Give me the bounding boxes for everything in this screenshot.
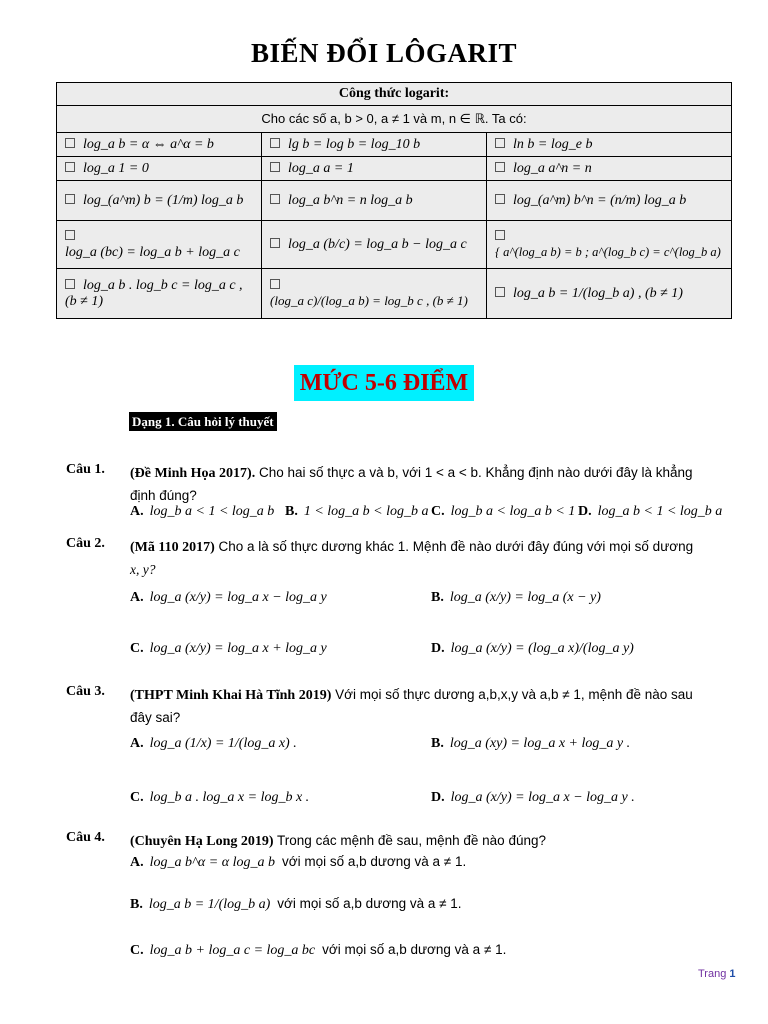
- option-text: log_a (1/x) = 1/(log_a x) .: [149, 736, 297, 751]
- question-1: [66, 462, 742, 507]
- question-3: [66, 684, 742, 729]
- formula-text: log_a b . log_b c = log_a c , (b ≠ 1): [65, 277, 243, 309]
- question-2: [66, 536, 742, 581]
- option-text: log_a b^α = α log_a b: [149, 855, 275, 870]
- option-key: C.: [130, 790, 144, 805]
- formula-cell: [262, 221, 487, 269]
- formula-cell: [262, 133, 487, 157]
- option-text: log_b a < log_a b < 1: [450, 504, 576, 519]
- checkbox-glyph-icon: [270, 238, 280, 248]
- option-text: log_a (x/y) = log_a (x − y): [449, 590, 601, 605]
- answer-option[interactable]: [285, 504, 429, 520]
- formula-text: log_a (bc) = log_a b + log_a c: [65, 244, 240, 260]
- question-source: (Chuyên Hạ Long 2019): [130, 834, 274, 849]
- checkbox-glyph-icon: [65, 194, 75, 204]
- option-key: D.: [431, 790, 445, 805]
- checkbox-glyph-icon: [270, 194, 280, 204]
- question-label: Câu 2.: [66, 536, 105, 551]
- option-text: log_a (xy) = log_a x + log_a y .: [449, 736, 631, 751]
- answer-option[interactable]: [431, 790, 635, 806]
- question-text: [130, 462, 742, 507]
- option-note: với mọi số a,b dương và a ≠ 1.: [281, 854, 467, 869]
- formula-cell: [262, 181, 487, 221]
- table-header-title: Công thức logarit:: [338, 86, 450, 101]
- option-text: log_a (x/y) = log_a x − log_a y .: [450, 790, 635, 805]
- option-key: B.: [130, 897, 143, 912]
- option-text: 1 < log_a b < log_b a: [303, 504, 429, 519]
- formula-cell: [57, 269, 262, 319]
- question-label: Câu 3.: [66, 684, 105, 699]
- formula-text: log_a a = 1: [288, 160, 354, 176]
- formula-text: log_a b = α ⇔ a^α = b: [83, 136, 214, 152]
- formula-cell: [487, 269, 732, 319]
- formula-text: log_a b = 1/(log_b a) , (b ≠ 1): [513, 285, 683, 301]
- formula-cell: [57, 157, 262, 181]
- answer-option[interactable]: [130, 790, 309, 806]
- checkbox-glyph-icon: [65, 230, 75, 240]
- checkbox-glyph-icon: [495, 162, 505, 172]
- formula-cell: [487, 181, 732, 221]
- question-line-1: Cho a là số thực dương khác 1. Mệnh đề nào dưới đây đúng với mọi số dương: [218, 539, 694, 554]
- formula-text: log_a a^n = n: [513, 160, 592, 176]
- answer-option[interactable]: [130, 504, 274, 520]
- page-number: 1: [729, 968, 736, 980]
- question-text: [130, 536, 742, 581]
- answer-option[interactable]: [130, 590, 327, 606]
- option-text: log_a b = 1/(log_b a): [148, 897, 271, 912]
- formula-text: log_a 1 = 0: [83, 160, 149, 176]
- answer-option[interactable]: [431, 641, 634, 657]
- formula-cell: [57, 133, 262, 157]
- question-4: [66, 830, 742, 853]
- checkbox-glyph-icon: [495, 138, 505, 148]
- formula-cell: [487, 221, 732, 269]
- table-header: [57, 83, 732, 106]
- question-line-2: định đúng?: [130, 488, 197, 503]
- formula-text: ln b = log_e b: [513, 136, 593, 152]
- question-source: (THPT Minh Khai Hà Tĩnh 2019): [130, 688, 332, 703]
- option-key: D.: [431, 641, 445, 656]
- formula-cell: [487, 133, 732, 157]
- page-footer: [698, 968, 736, 980]
- option-text: log_a (x/y) = (log_a x)/(log_a y): [450, 641, 634, 656]
- table-condition: Cho các số a, b > 0, a ≠ 1 và m, n ∈ ℝ. Ta có:: [261, 111, 527, 126]
- question-line-2: x, y?: [130, 562, 156, 577]
- checkbox-glyph-icon: [270, 138, 280, 148]
- option-text: log_a (x/y) = log_a x − log_a y: [149, 590, 327, 605]
- option-key: D.: [578, 504, 592, 519]
- footer-label: Trang: [698, 968, 727, 980]
- formula-cell: [487, 157, 732, 181]
- answer-option[interactable]: [130, 942, 506, 959]
- formula-text: { a^(log_a b) = b ; a^(log_b c) = c^(log_b a): [495, 244, 721, 259]
- question-line-2: đây sai?: [130, 710, 181, 725]
- answer-option[interactable]: [431, 590, 601, 606]
- checkbox-glyph-icon: [495, 194, 505, 204]
- option-key: C.: [431, 504, 445, 519]
- option-text: log_a b < 1 < log_b a: [597, 504, 723, 519]
- question-label: Câu 1.: [66, 462, 105, 477]
- formula-cell: [262, 269, 487, 319]
- checkbox-glyph-icon: [495, 230, 505, 240]
- formula-text: (log_a c)/(log_a b) = log_b c , (b ≠ 1): [270, 293, 468, 308]
- formula-text: log_(a^m) b = (1/m) log_a b: [83, 192, 244, 208]
- option-key: B.: [431, 590, 444, 605]
- option-text: log_a (x/y) = log_a x + log_a y: [149, 641, 327, 656]
- option-key: A.: [130, 590, 144, 605]
- option-key: C.: [130, 641, 144, 656]
- formula-text: log_(a^m) b^n = (n/m) log_a b: [513, 192, 687, 208]
- option-key: B.: [431, 736, 444, 751]
- question-line-1: Cho hai số thực a và b, với 1 < a < b. Khẳng định nào dưới đây là khẳng: [258, 465, 693, 480]
- table-condition-cell: [57, 106, 732, 133]
- level-heading-wrap: [0, 365, 768, 401]
- answer-option[interactable]: [431, 504, 575, 520]
- answer-option[interactable]: [130, 641, 327, 657]
- formula-text: lg b = log b = log_10 b: [288, 136, 421, 152]
- checkbox-glyph-icon: [270, 279, 280, 289]
- formula-text: log_a (b/c) = log_a b − log_a c: [288, 236, 467, 252]
- question-source: (Mã 110 2017): [130, 540, 215, 555]
- option-text: log_b a < 1 < log_a b: [149, 504, 275, 519]
- checkbox-glyph-icon: [65, 138, 75, 148]
- formula-cell: [57, 181, 262, 221]
- section-heading: Dạng 1. Câu hỏi lý thuyết: [129, 412, 277, 431]
- option-note: với mọi số a,b dương và a ≠ 1.: [322, 942, 507, 957]
- checkbox-glyph-icon: [495, 287, 505, 297]
- checkbox-glyph-icon: [65, 279, 75, 289]
- answer-option[interactable]: [130, 896, 462, 913]
- formula-table: [56, 82, 732, 319]
- answer-option[interactable]: [578, 504, 722, 520]
- option-key: A.: [130, 855, 144, 870]
- option-note: với mọi số a,b dương và a ≠ 1.: [277, 896, 462, 911]
- formula-cell: [262, 157, 487, 181]
- answer-option[interactable]: [431, 736, 630, 752]
- question-source: (Đề Minh Họa 2017).: [130, 466, 256, 481]
- question-label: Câu 4.: [66, 830, 105, 845]
- question-text: [130, 830, 742, 853]
- option-key: A.: [130, 504, 144, 519]
- option-text: log_a b + log_a c = log_a bc: [149, 943, 316, 958]
- formula-text: log_a b^n = n log_a b: [288, 192, 413, 208]
- question-text: [130, 684, 742, 729]
- answer-option[interactable]: [130, 736, 297, 752]
- answer-option[interactable]: [130, 854, 466, 871]
- option-key: B.: [285, 504, 298, 519]
- option-key: A.: [130, 736, 144, 751]
- checkbox-glyph-icon: [65, 162, 75, 172]
- checkbox-glyph-icon: [270, 162, 280, 172]
- question-line-1: Với mọi số thực dương a,b,x,y và a,b ≠ 1, mệnh đề nào sau: [335, 687, 693, 702]
- question-line-1: Trong các mệnh đề sau, mệnh đề nào đúng?: [277, 833, 546, 848]
- level-heading: MỨC 5-6 ĐIỂM: [294, 365, 474, 401]
- option-key: C.: [130, 943, 144, 958]
- option-text: log_b a . log_a x = log_b x .: [149, 790, 310, 805]
- page-title: BIẾN ĐỔI LÔGARIT: [250, 38, 518, 68]
- formula-cell: [57, 221, 262, 269]
